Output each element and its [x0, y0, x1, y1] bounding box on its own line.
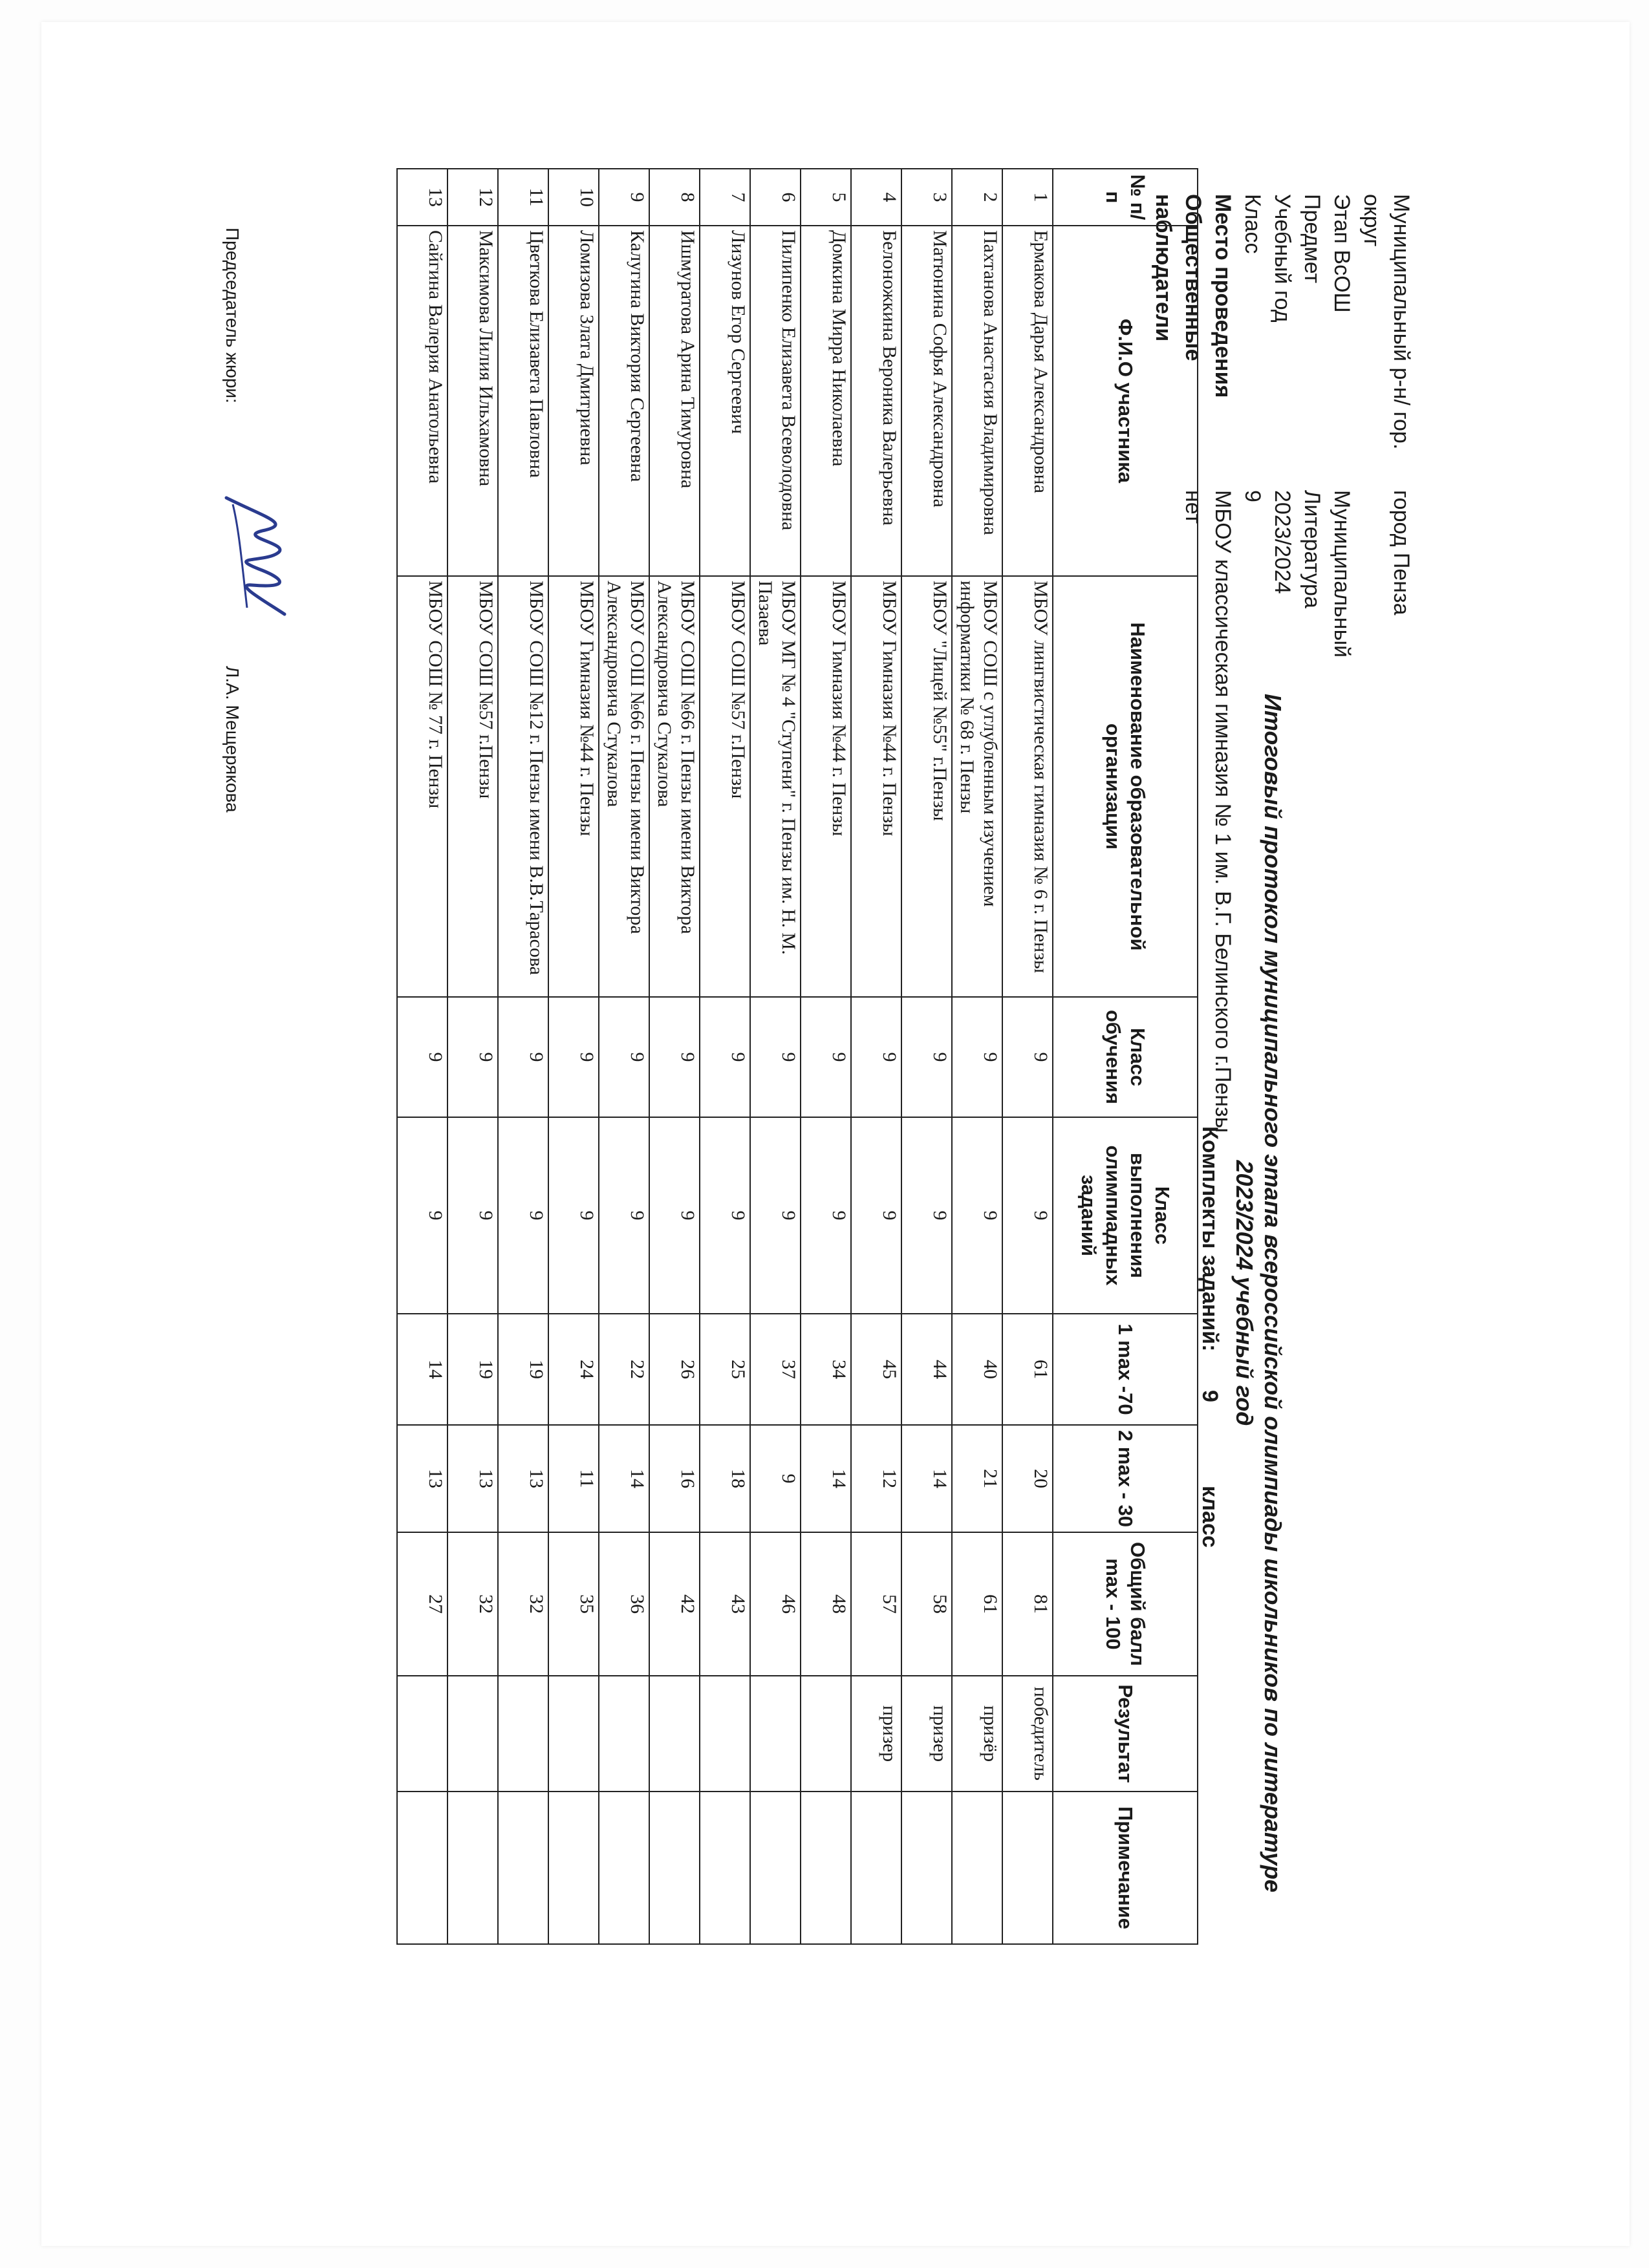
cell-task-1: 22 [599, 1314, 649, 1425]
cell-org: МБОУ "Лицей №55" г.Пензы [901, 576, 952, 997]
header-label: Этап ВсОШ [1330, 194, 1354, 313]
cell-exec-class: 9 [851, 1117, 901, 1314]
cell-task-2: 13 [498, 1425, 548, 1532]
cell-exec-class: 9 [1002, 1117, 1053, 1314]
title-line-1: Итоговый протокол муниципального этапа всероссийской олимпиады школьников по литературе [1260, 693, 1286, 1893]
table-row [750, 169, 801, 1944]
cell-task-2: 13 [397, 1425, 447, 1532]
table-row [700, 169, 750, 1944]
cell-total: 57 [851, 1532, 901, 1676]
cell-exec-class: 9 [599, 1117, 649, 1314]
cell-exec-class: 9 [901, 1117, 952, 1314]
cell-fio: Матюнина Софья Александровна [901, 226, 952, 576]
header-fio: Ф.И.О участника [1053, 226, 1198, 576]
cell-num: 6 [750, 169, 801, 226]
header-value: 2023/2024 [1270, 490, 1295, 594]
cell-result: призер [901, 1676, 952, 1792]
cell-num: 3 [901, 169, 952, 226]
header-num: № п/п [1053, 169, 1198, 226]
cell-num: 13 [397, 169, 447, 226]
cell-note [498, 1792, 548, 1944]
cell-exec-class: 9 [498, 1117, 548, 1314]
cell-result [397, 1676, 447, 1792]
cell-fio: Ермакова Дарья Александровна [1002, 226, 1053, 576]
cell-org: МБОУ МГ № 4 "Ступени" г. Пензы им. Н. М. Пазаева [750, 576, 801, 997]
cell-note [952, 1792, 1002, 1944]
header-row [1327, 194, 1357, 1133]
cell-note [649, 1792, 700, 1944]
cell-result [447, 1676, 498, 1792]
cell-class: 9 [901, 997, 952, 1117]
cell-num: 1 [1002, 169, 1053, 226]
cell-org: МБОУ СОШ с углубленным изучением информатики № 68 г. Пензы [952, 576, 1002, 997]
cell-note [901, 1792, 952, 1944]
cell-class: 9 [397, 997, 447, 1117]
cell-exec-class: 9 [952, 1117, 1002, 1314]
cell-exec-class: 9 [700, 1117, 750, 1314]
header-value: МБОУ классическая гимназия № 1 им. В.Г. Белинского г.Пензы [1211, 490, 1235, 1133]
header-total: Общий балл max - 100 [1053, 1532, 1198, 1676]
cell-result [750, 1676, 801, 1792]
cell-org: МБОУ СОШ №57 г.Пензы [700, 576, 750, 997]
cell-fio: Пахтанова Анастасия Владимировна [952, 226, 1002, 576]
cell-note [700, 1792, 750, 1944]
cell-result: призёр [952, 1676, 1002, 1792]
header-result: Результат [1053, 1676, 1198, 1792]
header-label: Предмет [1300, 194, 1324, 284]
cell-org: МБОУ СОШ №66 г. Пензы имени Виктора Александровича Стукалова [599, 576, 649, 997]
header-value: 9 [1240, 490, 1265, 502]
cell-class: 9 [851, 997, 901, 1117]
cell-task-1: 14 [397, 1314, 447, 1425]
header-label: Место проведения [1211, 194, 1235, 398]
cell-total: 27 [397, 1532, 447, 1676]
protocol-title [1230, 582, 1287, 2004]
cell-class: 9 [952, 997, 1002, 1117]
cell-org: МБОУ СОШ № 77 г. Пензы [397, 576, 447, 997]
cell-exec-class: 9 [750, 1117, 801, 1314]
cell-exec-class: 9 [801, 1117, 851, 1314]
cell-task-1: 19 [498, 1314, 548, 1425]
cell-exec-class: 9 [397, 1117, 447, 1314]
cell-task-2: 21 [952, 1425, 1002, 1532]
table-row [447, 169, 498, 1944]
cell-num: 4 [851, 169, 901, 226]
table-row [548, 169, 599, 1944]
signature-mark [207, 491, 304, 621]
header-label: Муниципальный р-н/ гор. округ [1359, 194, 1414, 450]
table-body [397, 169, 1053, 1944]
header-value: Муниципальный [1330, 490, 1354, 658]
cell-task-2: 12 [851, 1425, 901, 1532]
cell-exec-class: 9 [548, 1117, 599, 1314]
table-row [397, 169, 447, 1944]
cell-result [498, 1676, 548, 1792]
cell-note [851, 1792, 901, 1944]
table-row [952, 169, 1002, 1944]
results-table [396, 168, 1198, 1945]
cell-total: 48 [801, 1532, 851, 1676]
header-value: город Пенза [1389, 490, 1414, 615]
header-class: Класс обучения [1053, 997, 1198, 1117]
cell-total: 32 [498, 1532, 548, 1676]
cell-num: 12 [447, 169, 498, 226]
cell-org: МБОУ Гимназия №44 г. Пензы [801, 576, 851, 997]
cell-fio: Калугина Виктория Сергеевна [599, 226, 649, 576]
cell-num: 9 [599, 169, 649, 226]
cell-total: 46 [750, 1532, 801, 1676]
cell-result [801, 1676, 851, 1792]
cell-task-2: 14 [599, 1425, 649, 1532]
cell-task-1: 34 [801, 1314, 851, 1425]
cell-num: 8 [649, 169, 700, 226]
cell-result [700, 1676, 750, 1792]
header-row [1357, 194, 1416, 1133]
cell-note [1002, 1792, 1053, 1944]
cell-class: 9 [649, 997, 700, 1117]
cell-task-2: 11 [548, 1425, 599, 1532]
table-header-row [1053, 169, 1198, 1944]
cell-note [750, 1792, 801, 1944]
cell-total: 61 [952, 1532, 1002, 1676]
header-value: Литература [1300, 490, 1324, 608]
cell-task-2: 20 [1002, 1425, 1053, 1532]
cell-result [599, 1676, 649, 1792]
cell-task-2: 16 [649, 1425, 700, 1532]
cell-fio: Сайгина Валерия Анатольевна [397, 226, 447, 576]
kits-label: Комплекты заданий: [1198, 1126, 1222, 1352]
cell-result: призер [851, 1676, 901, 1792]
cell-fio: Ишмуратова Арина Тимуровна [649, 226, 700, 576]
cell-result [548, 1676, 599, 1792]
cell-task-1: 37 [750, 1314, 801, 1425]
cell-org: МБОУ лингвистическая гимназия № 6 г. Пензы [1002, 576, 1053, 997]
cell-num: 7 [700, 169, 750, 226]
cell-class: 9 [1002, 997, 1053, 1117]
cell-total: 81 [1002, 1532, 1053, 1676]
cell-fio: Домкина Мирра Николаевна [801, 226, 851, 576]
cell-task-2: 13 [447, 1425, 498, 1532]
cell-fio: Цветкова Елизавета Павловна [498, 226, 548, 576]
cell-note [548, 1792, 599, 1944]
cell-fio: Пилипенко Елизавета Всеволодовна [750, 226, 801, 576]
table-row [851, 169, 901, 1944]
cell-num: 2 [952, 169, 1002, 226]
cell-task-2: 9 [750, 1425, 801, 1532]
cell-org: МБОУ СОШ №12 г. Пензы имени В.В.Тарасова [498, 576, 548, 997]
cell-task-1: 26 [649, 1314, 700, 1425]
header-row [1297, 194, 1327, 1133]
cell-class: 9 [750, 997, 801, 1117]
kits-grade: 9 [1198, 1390, 1222, 1402]
jury-chair-label: Председатель жюри: [222, 228, 242, 403]
cell-fio: Максимова Лилия Ильхамовна [447, 226, 498, 576]
cell-class: 9 [700, 997, 750, 1117]
cell-note [599, 1792, 649, 1944]
cell-task-2: 14 [901, 1425, 952, 1532]
cell-total: 42 [649, 1532, 700, 1676]
title-line-2: 2023/2024 учебный год [1231, 1160, 1258, 1426]
header-label: Общественные наблюдатели [1151, 194, 1205, 361]
cell-note [397, 1792, 447, 1944]
table-row [649, 169, 700, 1944]
cell-class: 9 [801, 997, 851, 1117]
cell-fio: Лизунов Егор Сергеевич [700, 226, 750, 576]
cell-task-1: 24 [548, 1314, 599, 1425]
header-task-1: 1 max -70 [1053, 1314, 1198, 1425]
table-row [901, 169, 952, 1944]
table-row [1002, 169, 1053, 1944]
cell-class: 9 [599, 997, 649, 1117]
cell-note [801, 1792, 851, 1944]
cell-result [649, 1676, 700, 1792]
cell-org: МБОУ Гимназия №44 г. Пензы [851, 576, 901, 997]
header-task-2: 2 max - 30 [1053, 1425, 1198, 1532]
table-row [599, 169, 649, 1944]
cell-result: победитель [1002, 1676, 1053, 1792]
cell-note [447, 1792, 498, 1944]
cell-class: 9 [548, 997, 599, 1117]
header-value: нет [1181, 490, 1205, 524]
header-note: Примечание [1053, 1792, 1198, 1944]
cell-org: МБОУ Гимназия №44 г. Пензы [548, 576, 599, 997]
cell-task-1: 45 [851, 1314, 901, 1425]
cell-num: 5 [801, 169, 851, 226]
cell-task-1: 25 [700, 1314, 750, 1425]
cell-total: 58 [901, 1532, 952, 1676]
cell-org: МБОУ СОШ №66 г. Пензы имени Виктора Александровича Стукалова [649, 576, 700, 997]
cell-fio: Ломизова Злата Дмитриевна [548, 226, 599, 576]
header-exec-class: Класс выполнения олимпиадных заданий [1053, 1117, 1198, 1314]
cell-total: 43 [700, 1532, 750, 1676]
cell-task-2: 14 [801, 1425, 851, 1532]
cell-num: 11 [498, 169, 548, 226]
cell-task-1: 19 [447, 1314, 498, 1425]
header-label: Класс [1240, 194, 1265, 254]
table-row [498, 169, 548, 1944]
cell-total: 32 [447, 1532, 498, 1676]
cell-total: 36 [599, 1532, 649, 1676]
cell-class: 9 [498, 997, 548, 1117]
cell-task-1: 61 [1002, 1314, 1053, 1425]
jury-chair-name: Л.А. Мещерякова [222, 666, 242, 813]
cell-task-1: 44 [901, 1314, 952, 1425]
cell-task-1: 40 [952, 1314, 1002, 1425]
header-label: Учебный год [1270, 194, 1295, 323]
table-row [801, 169, 851, 1944]
cell-fio: Белоножкина Вероника Валерьевна [851, 226, 901, 576]
kits-suffix: класс [1198, 1486, 1222, 1548]
cell-class: 9 [447, 997, 498, 1117]
cell-exec-class: 9 [649, 1117, 700, 1314]
header-org: Наименование образовательной организации [1053, 576, 1198, 997]
cell-org: МБОУ СОШ №57 г.Пензы [447, 576, 498, 997]
cell-total: 35 [548, 1532, 599, 1676]
cell-num: 10 [548, 169, 599, 226]
cell-exec-class: 9 [447, 1117, 498, 1314]
cell-task-2: 18 [700, 1425, 750, 1532]
